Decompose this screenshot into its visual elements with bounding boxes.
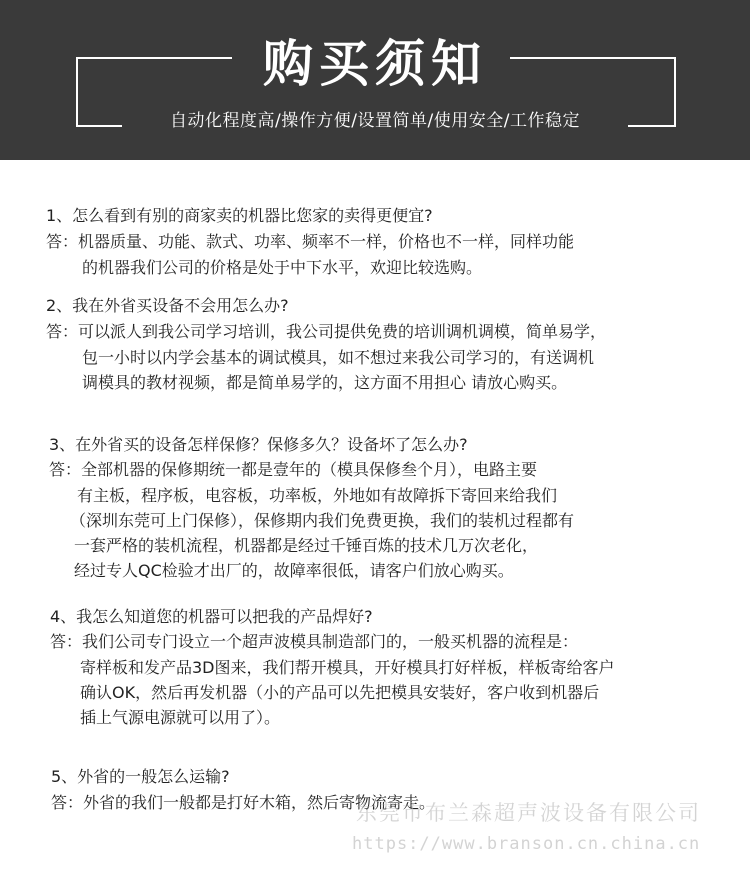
page-subtitle: 自动化程度高/操作方便/设置简单/使用安全/工作稳定 bbox=[170, 111, 580, 131]
faq-answer-line: 答：外省的我们一般都是打好木箱，然后寄物流寄走。 bbox=[51, 793, 436, 812]
faq-answer-line: 确认OK，然后再发机器（小的产品可以先把模具安装好，客户收到机器后 bbox=[80, 683, 600, 702]
faq-question: 5、外省的一般怎么运输? bbox=[51, 767, 230, 786]
faq-answer-line: 的机器我们公司的价格是处于中下水平，欢迎比较选购。 bbox=[82, 258, 483, 277]
watermark-company: 东莞市布兰森超声波设备有限公司 bbox=[356, 801, 701, 825]
faq-answer-line: 答：全部机器的保修期统一都是壹年的（模具保修叁个月），电路主要 bbox=[49, 460, 538, 479]
faq-question: 2、我在外省买设备不会用怎么办? bbox=[46, 296, 289, 315]
header-banner bbox=[0, 0, 750, 160]
page-title: 购买须知 bbox=[263, 35, 487, 93]
faq-answer-line: 包一小时以内学会基本的调试模具，如不想过来我公司学习的，有送调机 bbox=[82, 348, 595, 367]
faq-question: 3、在外省买的设备怎样保修？保修多久？设备坏了怎么办? bbox=[49, 435, 468, 454]
faq-answer-line: 插上气源电源就可以用了）。 bbox=[80, 708, 281, 727]
faq-answer-line: 答：可以派人到我公司学习培训，我公司提供免费的培训调机调模，简单易学， bbox=[46, 322, 607, 341]
faq-answer-line: 答：机器质量、功能、款式、功率、频率不一样，价格也不一样，同样功能 bbox=[46, 232, 575, 251]
faq-answer-line: 一套严格的装机流程，机器都是经过千锤百炼的技术几万次老化， bbox=[74, 536, 539, 555]
faq-answer-line: 寄样板和发产品3D图来，我们帮开模具，开好模具打好样板，样板寄给客户 bbox=[80, 658, 615, 677]
faq-answer-line: 答：我们公司专门设立一个超声波模具制造部门的，一般买机器的流程是： bbox=[50, 632, 579, 651]
watermark-url: https://www.branson.cn.china.cn bbox=[352, 834, 701, 854]
faq-answer-line: 经过专人QC检验才出厂的，故障率很低，请客户们放心购买。 bbox=[74, 561, 514, 580]
faq-answer-line: 有主板，程序板，电容板，功率板，外地如有故障拆下寄回来给我们 bbox=[77, 486, 558, 505]
faq-question: 4、我怎么知道您的机器可以把我的产品焊好? bbox=[50, 607, 373, 626]
faq-question: 1、怎么看到有别的商家卖的机器比您家的卖得更便宜? bbox=[46, 206, 433, 225]
faq-answer-line: 调模具的教材视频，都是简单易学的，这方面不用担心 请放心购买。 bbox=[82, 373, 568, 392]
faq-answer-line: （深圳东莞可上门保修），保修期内我们免费更换，我们的装机过程都有 bbox=[70, 511, 575, 530]
